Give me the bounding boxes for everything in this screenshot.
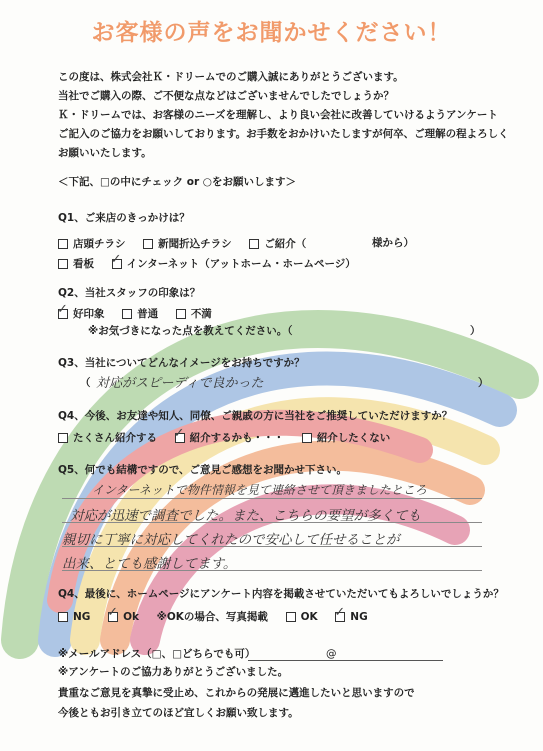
q4b-photo-checkbox-ok[interactable] — [286, 612, 296, 622]
q2-label: Q2、当社スタッフの印象は？ — [58, 287, 201, 299]
q2-checkbox-3[interactable] — [176, 309, 186, 319]
q1-option-label: インターネット（アットホーム・ホームページ） — [126, 258, 356, 270]
q4b-photo-note: ※OKの場合、写真掲載 — [156, 611, 268, 623]
q1-row2 — [58, 252, 370, 271]
q4b-row — [58, 605, 382, 624]
q5-answer-line: 親切に丁寧に対応してくれたので安心して任せることが — [62, 532, 400, 548]
q3-answer: 対応がスピーディで良かった — [96, 376, 264, 391]
q4b-option-label: Ok — [123, 611, 139, 623]
q2-option-label: 不満 — [190, 308, 212, 320]
q1-referral-suffix: 様から） — [372, 237, 414, 249]
checkmark-icon: ✓ — [107, 605, 118, 620]
q4b-checkbox-ok[interactable] — [107, 605, 118, 622]
q5-answer-line: 出来、とても感謝してます。 — [62, 556, 237, 572]
q5-label: Q5、何でも結構ですので、ご意見ご感想をお聞かせ下さい。 — [58, 464, 348, 476]
q2-checkbox-2[interactable] — [122, 309, 132, 319]
q4a-option-label: 紹介したくない — [316, 432, 391, 444]
q3-open-paren: （ — [80, 377, 91, 389]
q4b-label: Q4、最後に、ホームページにアンケート内容を掲載させていただいてもよろしいでしょうか？ — [58, 588, 504, 600]
q1-checkbox-1[interactable] — [58, 239, 68, 249]
checkmark-icon: ✓ — [110, 252, 122, 267]
email-field[interactable] — [248, 660, 443, 661]
answer-line — [62, 498, 482, 499]
q1-label: Q1、ご来店のきっかけは？ — [58, 212, 190, 224]
q2-note: ※お気づきになった点を教えてください。（ — [88, 325, 293, 337]
q1-checkbox-5[interactable] — [110, 252, 122, 269]
q3-close-paren: ） — [478, 377, 489, 389]
checkmark-icon: ✓ — [173, 426, 185, 441]
q4a-option-label: たくさん紹介する — [73, 432, 157, 444]
q4b-checkbox-ng[interactable] — [58, 612, 68, 622]
closing-line-1: 貴重なご意見を真摯に受止め、これからの発展に邁進したいと思いますので — [58, 687, 415, 699]
q2-checkbox-1[interactable] — [57, 302, 68, 319]
q4b-option-label: NG — [350, 611, 368, 623]
thanks-text: ※アンケートのご協力ありがとうございました。 — [58, 666, 289, 678]
page-title: お客様の声をお聞かせください！ — [91, 20, 452, 46]
q1-option-label: 看板 — [73, 258, 94, 270]
q1-option-label: 新聞折込チラシ — [158, 238, 232, 250]
q1-option-label: 店頭チラシ — [73, 238, 126, 250]
email-at-sign: @ — [326, 648, 337, 660]
q4b-photo-checkbox-ng[interactable] — [334, 605, 346, 622]
q4a-label: Q4、今後、お友達や知人、同僚、ご親戚の方に当社をご推奨していただけますか？ — [58, 410, 453, 422]
q4a-option-label: 紹介するかも・・・ — [189, 432, 285, 444]
q2-option-label: 好印象 — [73, 308, 105, 320]
q4b-option-label: OK — [300, 611, 318, 623]
q1-checkbox-3[interactable] — [249, 239, 259, 249]
q2-note-close: ） — [470, 325, 481, 337]
q4a-row — [58, 426, 404, 445]
q2-row — [57, 302, 226, 321]
q4b-option-label: NG — [73, 611, 91, 623]
q3-label: Q3、当社についてどんなイメージをお持ちですか？ — [58, 357, 305, 369]
instruction: ＜下記、□の中にチェック or ○をお願いします＞ — [58, 176, 296, 188]
closing-line-2: 今後ともお引き立てのほど宜しくお願い致します。 — [58, 707, 299, 719]
q1-checkbox-2[interactable] — [143, 239, 153, 249]
email-label: ※メールアドレス（□、□どちらでも可） — [58, 648, 256, 660]
intro-text: この度は、株式会社Ｋ・ドリームでのご購入誠にありがとうございます。 当社でご購入の際、ご不便な点などはございませんでしたでしょうか？ Ｋ・ドリームでは、お客様のニーズを理解し、より良い会社に改善していけるようアンケート ご記入のご協力をお願いしております。お手数をおかけいたしますが何卒、ご理解の程よろしく お願いいたします。 — [58, 71, 509, 159]
q1-checkbox-4[interactable] — [58, 259, 68, 269]
q4a-checkbox-2[interactable] — [173, 426, 185, 443]
q5-answer-line: 対応が迅速で調査でした。また、こちらの要望が多くても — [70, 508, 421, 524]
q1-option-label: ご紹介（ — [264, 238, 307, 250]
q4a-checkbox-3[interactable] — [302, 433, 312, 443]
q2-option-label: 普通 — [137, 308, 159, 320]
checkmark-icon: ✓ — [57, 302, 68, 317]
q5-answer-line: インターネットで物件情報を見て連絡させて頂きましたところ — [92, 483, 427, 497]
q4a-checkbox-1[interactable] — [58, 433, 68, 443]
q1-row1 — [58, 236, 320, 251]
checkmark-icon: ✓ — [334, 605, 346, 620]
